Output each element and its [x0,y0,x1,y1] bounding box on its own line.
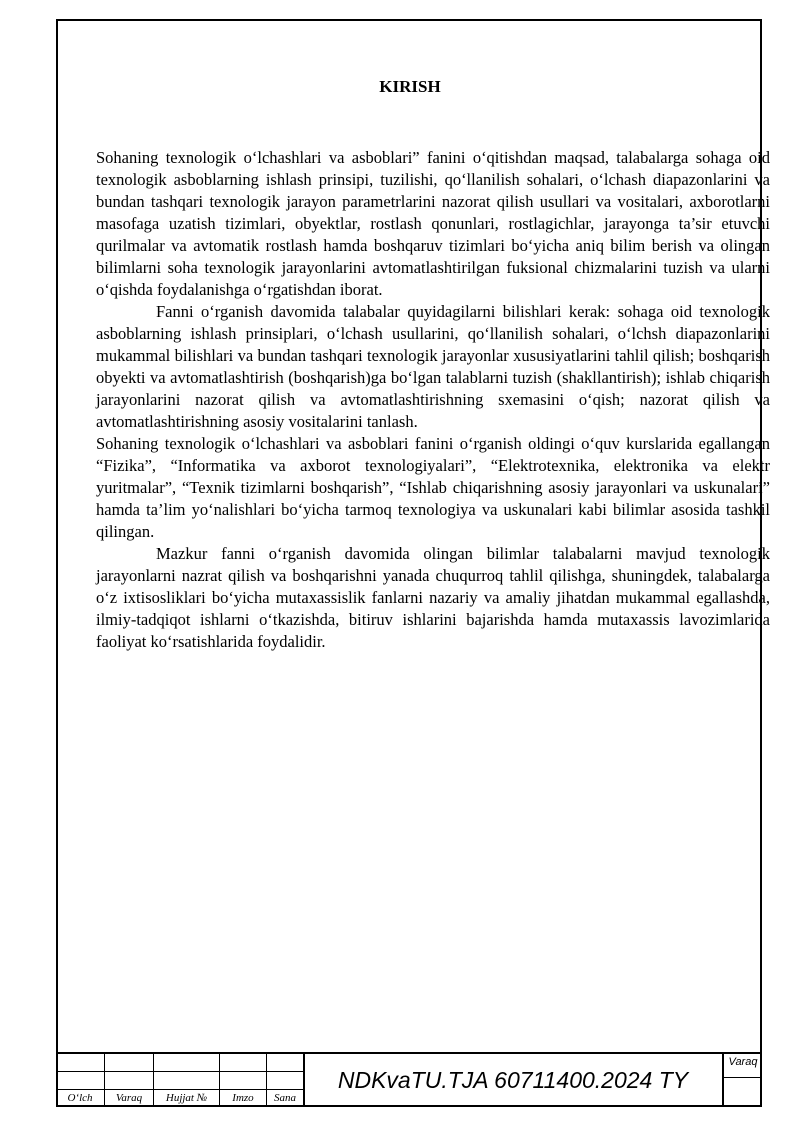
paragraph-1: Sohaning texnologik o‘lchashlari va asboblari” fanini o‘qitishdan maqsad, talabalarga sohaga oid texnologik asboblarning ishlash prinsipi, tuzilishi, qo‘llanilish sohalari, o‘lchash diapazonlarini va bundan tashqari texnologik jarayon parametrlarini nazorat qilish usullari va vositalari, axborotlarni masofaga uzatish tizimlari, obyektlar, rostlash qonunlari, rostlagichlar, jarayonga ta’sir etuvchi qurilmalar va avtomatik rostlash hamda boshqaruv tizimlari bo‘yicha aniq bilim berish va olingan bilimlarni soha texnologik jarayonlarini avtomatlashtirilgan fuksional chizmalarini tuzish va ularni o‘qishda foydalanishga o‘rgatishdan iborat. [96,148,770,299]
sheet-cell-divider [722,1077,762,1078]
stamp-col-varaq: Varaq [115,1092,143,1104]
stamp-col-olch: O‘lch [67,1092,93,1104]
paragraph-4: Mazkur fanni o‘rganish davomida olingan bilimlar talabalarni mavjud texnologik jarayonlarni nazrat qilish va boshqarishni yanada chuqurroq tahlil qilishga, shuningdek, talabalarga o‘z ixtisosliklari bo‘yicha mutaxassislik fanlarni nazariy va amaliy jihatdan mukammal egallashda, ilmiy-tadqiqot ishlarni o‘tkazishda, bitiruv ishlarini bajarishda hamda mutaxassis lavozimlarida faoliyat ko‘rsatishlarida foydalidir. [96,544,770,651]
stamp-col-imzo: Imzo [232,1092,254,1104]
stamp-top-border [56,1052,762,1054]
stamp-col-sana: Sana [274,1092,296,1104]
document-code: NDKvaTU.TJA 60711400.2024 TY [337,1067,689,1093]
page-title: KIRISH [379,77,441,96]
paragraph-3: Sohaning texnologik o‘lchashlari va asboblari fanini o‘rganish oldingi o‘quv kurslarida egallangan “Fizika”, “Informatika va axborot texnologiyalari”, “Elektrotexnika, elektronika va elektr yuritmalar”, “Texnik tizimlarni boshqarish”, “Ishlab chiqarishning asosiy jarayonlari va uskunalari” hamda ta’lim yo‘nalishlari bo‘yicha tarmoq texnologiya va uskunalari kabi bilimlar asosida tashkil qilingan. [96,434,770,541]
document-body [96,147,770,653]
stamp-col-hujjat: Hujjat № [165,1092,208,1104]
sheet-label: Varaq [728,1056,758,1068]
paragraph-2: Fanni o‘rganish davomida talabalar quyidagilarni bilishlari kerak: sohaga oid texnologik asboblarning ishlash prinsiplari, o‘lchash usullarini, qo‘llanilish sohalari, o‘lchsh diapazonlarini mukammal bilishlari va bundan tashqari texnologik jarayonlar xususiyatlarini tahlil qilish; boshqarish obyekti va avtomatlashtirish (boshqarish)ga bo‘lgan talablarni tuzish (shakllantirish); ishlab chiqarish jarayonlarini nazorat qilish va avtomatlashtirishning sxemasini o‘qish; nazorat qilish va avtomatlashtirishning asosiy vositalarini tanlash. [96,302,770,431]
